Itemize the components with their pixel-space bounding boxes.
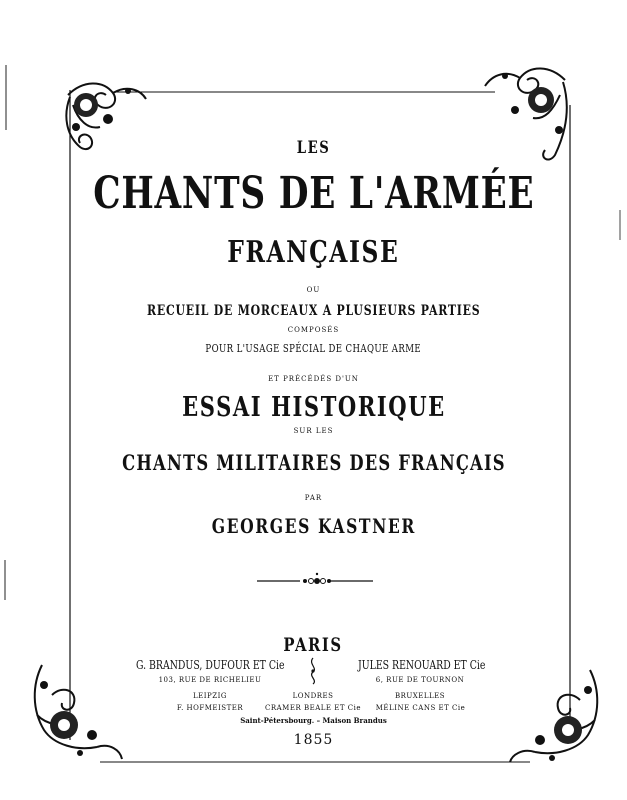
main-title: CHANTS DE L'ARMÉE	[92, 168, 535, 219]
essai-historique: ESSAI HISTORIQUE	[181, 392, 446, 423]
city-leipzig: LEIPZIG	[193, 692, 227, 700]
address-right: 6, RUE DE TOURNON	[375, 676, 465, 684]
subtitle-precedes: ET PRÉCÉDÉS D'UN	[268, 375, 359, 383]
publisher-left: G. BRANDUS, DUFOUR ET Cie	[135, 658, 285, 672]
title-ou: OU	[306, 286, 321, 294]
subtitle-usage: POUR L'USAGE SPÉCIAL DE CHAQUE ARME	[205, 342, 422, 355]
fleuron-icon	[306, 656, 320, 686]
city-londres: LONDRES	[292, 692, 334, 700]
chants-militaires: CHANTS MILITAIRES DES FRANÇAIS	[121, 450, 506, 475]
title-les: LES	[296, 138, 331, 158]
main-title-line-2: FRANÇAISE	[227, 235, 400, 270]
author-name: GEORGES KASTNER	[211, 514, 416, 538]
publisher-right: JULES RENOUARD ET Cie	[358, 658, 486, 672]
divider-ornament-icon	[255, 572, 375, 588]
title-par: PAR	[304, 494, 323, 502]
agent-bruxelles: MÉLINE CANS ET Cie	[375, 704, 466, 712]
publication-year: 1855	[293, 732, 334, 748]
city-bruxelles: BRUXELLES	[394, 692, 446, 700]
subtitle-recueil: RECUEIL DE MORCEAUX A PLUSIEURS PARTIES	[146, 303, 481, 319]
imprint-city: PARIS	[283, 634, 344, 656]
agent-leipzig: F. HOFMEISTER	[176, 704, 244, 712]
subtitle-sur-les: SUR LES	[293, 427, 334, 435]
agent-londres: CRAMER BEALE ET Cie	[265, 704, 361, 712]
corner-flourish-icon	[505, 660, 610, 765]
address-left: 103, RUE DE RICHELIEU	[158, 676, 262, 684]
subtitle-composes: COMPOSÉS	[287, 326, 340, 334]
st-petersburg-line: Saint-Pétersbourg. – Maison Brandus	[240, 716, 387, 725]
